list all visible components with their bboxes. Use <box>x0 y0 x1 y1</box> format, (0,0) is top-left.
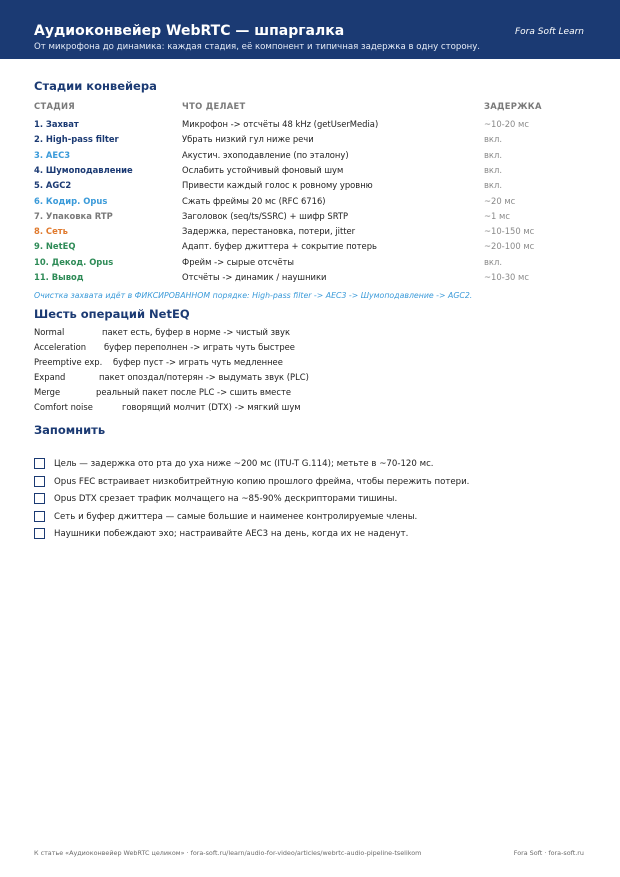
stage-delay: ~10-20 мс <box>484 119 529 129</box>
stage-description: Сжать фреймы 20 мс (RFC 6716) <box>182 195 326 206</box>
stage-delay: ~1 мс <box>484 210 510 221</box>
neteq-op-description: пакет есть, буфер в норме -> чистый звук <box>102 327 291 337</box>
table-row <box>0 164 620 179</box>
checkbox[interactable] <box>34 476 45 487</box>
page-title: Аудиоконвейер WebRTC — шпаргалка <box>34 23 345 39</box>
list-item <box>0 326 620 340</box>
list-item <box>0 356 620 370</box>
pipeline-heading: Стадии конвейера <box>34 79 157 93</box>
list-item <box>0 401 620 415</box>
table-row <box>0 271 620 286</box>
page-subtitle: От микрофона до динамика: каждая стадия, её компонент и типичная задержка в одну сторону. <box>34 42 481 52</box>
column-header-stage: СТАДИЯ <box>34 101 76 111</box>
pipeline-note: Очистка захвата идёт в ФИКСИРОВАННОМ порядке: High-pass filter -> AEC3 -> Шумоподавление -> AGC2. <box>34 291 473 300</box>
checklist-item <box>34 458 594 472</box>
stage-delay: ~20-100 мс <box>484 241 535 252</box>
stage-label: 11. Вывод <box>34 272 84 282</box>
stage-description: Заголовок (seq/ts/SSRC) + шифр SRTP <box>182 210 349 221</box>
stage-delay: ~10-150 мс <box>484 226 535 237</box>
column-header-description: ЧТО ДЕЛАЕТ <box>182 101 246 111</box>
checklist-item <box>34 493 594 507</box>
stage-label: 4. Шумоподавление <box>34 164 133 175</box>
remember-heading: Запомнить <box>34 423 106 437</box>
stage-label: 7. Упаковка RTP <box>34 210 113 221</box>
neteq-op-name: Normal <box>34 327 65 337</box>
checkbox[interactable] <box>34 493 45 504</box>
stage-delay: вкл. <box>484 164 503 175</box>
checklist-item-text: Цель — задержка ото рта до уха ниже ~200 мс (ITU-T G.114); метьте в ~70-120 мс. <box>54 459 434 469</box>
stage-label: 2. High-pass filter <box>34 134 119 145</box>
neteq-op-name: Comfort noise <box>34 402 93 412</box>
table-row <box>0 240 620 255</box>
list-item <box>0 386 620 400</box>
table-row <box>0 133 620 148</box>
stage-description: Акустич. эхоподавление (по эталону) <box>182 149 349 160</box>
stage-label: 1. Захват <box>34 119 79 129</box>
stage-label: 3. AEC3 <box>34 149 71 160</box>
column-header-delay: ЗАДЕРЖКА <box>484 101 542 111</box>
stage-label: 9. NetEQ <box>34 241 76 252</box>
stage-label: 5. AGC2 <box>34 180 72 191</box>
stage-label: 6. Кодир. Opus <box>34 195 108 206</box>
neteq-op-name: Expand <box>34 372 66 382</box>
stage-description: Убрать низкий гул ниже речи <box>182 134 314 145</box>
table-row <box>0 210 620 225</box>
checkbox[interactable] <box>34 458 45 469</box>
neteq-op-description: буфер переполнен -> играть чуть быстрее <box>104 342 295 352</box>
stage-description: Ослабить устойчивый фоновый шум <box>182 164 344 175</box>
neteq-op-description: реальный пакет после PLC -> сшить вместе <box>96 387 291 397</box>
list-item <box>0 371 620 385</box>
list-item <box>0 341 620 355</box>
table-row <box>0 195 620 210</box>
stage-delay: ~10-30 мс <box>484 272 529 282</box>
brand-label: Fora Soft Learn <box>514 27 584 37</box>
stage-delay: вкл. <box>484 180 503 191</box>
checkbox[interactable] <box>34 528 45 539</box>
footer-article-link: К статье «Аудиоконвейер WebRTC целиком» · fora-soft.ru/learn/audio-for-video/articles/webrtc-audio-pipeline-tselikom <box>34 849 422 857</box>
checklist-item-text: Opus FEC встраивает низкобитрейтную копию прошлого фрейма, чтобы пережить потери. <box>54 476 470 487</box>
neteq-op-name: Preemptive exp. <box>34 357 103 367</box>
neteq-op-name: Acceleration <box>34 342 87 352</box>
stage-label: 10. Декод. Opus <box>34 256 114 267</box>
table-row <box>0 118 620 133</box>
checklist-item-text: Opus DTX срезает трафик молчащего на ~85-90% дескрипторами тишины. <box>54 494 398 504</box>
stage-description: Отсчёты -> динамик / наушники <box>182 272 327 282</box>
stage-delay: вкл. <box>484 149 503 160</box>
stage-description: Фрейм -> сырые отсчёты <box>182 256 294 267</box>
table-row <box>0 149 620 164</box>
page-header <box>0 0 620 59</box>
stage-label: 8. Сеть <box>34 226 68 237</box>
table-row <box>0 256 620 271</box>
stage-description: Задержка, перестановка, потери, jitter <box>182 226 356 237</box>
table-row <box>0 225 620 240</box>
checklist-item-text: Наушники побеждают эхо; настраивайте AEC3 на день, когда их не наденут. <box>54 529 409 539</box>
neteq-op-name: Merge <box>34 387 61 397</box>
checklist-item <box>34 476 594 490</box>
stage-description: Адапт. буфер джиттера + сокрытие потерь <box>182 241 377 252</box>
checklist-item <box>34 528 594 542</box>
neteq-op-description: говорящий молчит (DTX) -> мягкий шум <box>122 402 301 412</box>
stage-description: Микрофон -> отсчёты 48 kHz (getUserMedia) <box>182 119 379 129</box>
neteq-heading: Шесть операций NetEQ <box>34 307 190 321</box>
footer-brand: Fora Soft · fora-soft.ru <box>513 849 584 857</box>
table-row <box>0 179 620 194</box>
neteq-op-description: пакет опоздал/потерян -> выдумать звук (PLC) <box>99 372 309 382</box>
stage-description: Привести каждый голос к ровному уровню <box>182 180 373 191</box>
stage-delay: вкл. <box>484 256 503 267</box>
checklist-item-text: Сеть и буфер джиттера — самые большие и наименее контролируемые члены. <box>54 511 418 522</box>
stage-delay: ~20 мс <box>484 195 516 206</box>
neteq-op-description: буфер пуст -> играть чуть медленнее <box>113 357 283 367</box>
stage-delay: вкл. <box>484 134 503 145</box>
checklist-item <box>34 511 594 525</box>
checkbox[interactable] <box>34 511 45 522</box>
